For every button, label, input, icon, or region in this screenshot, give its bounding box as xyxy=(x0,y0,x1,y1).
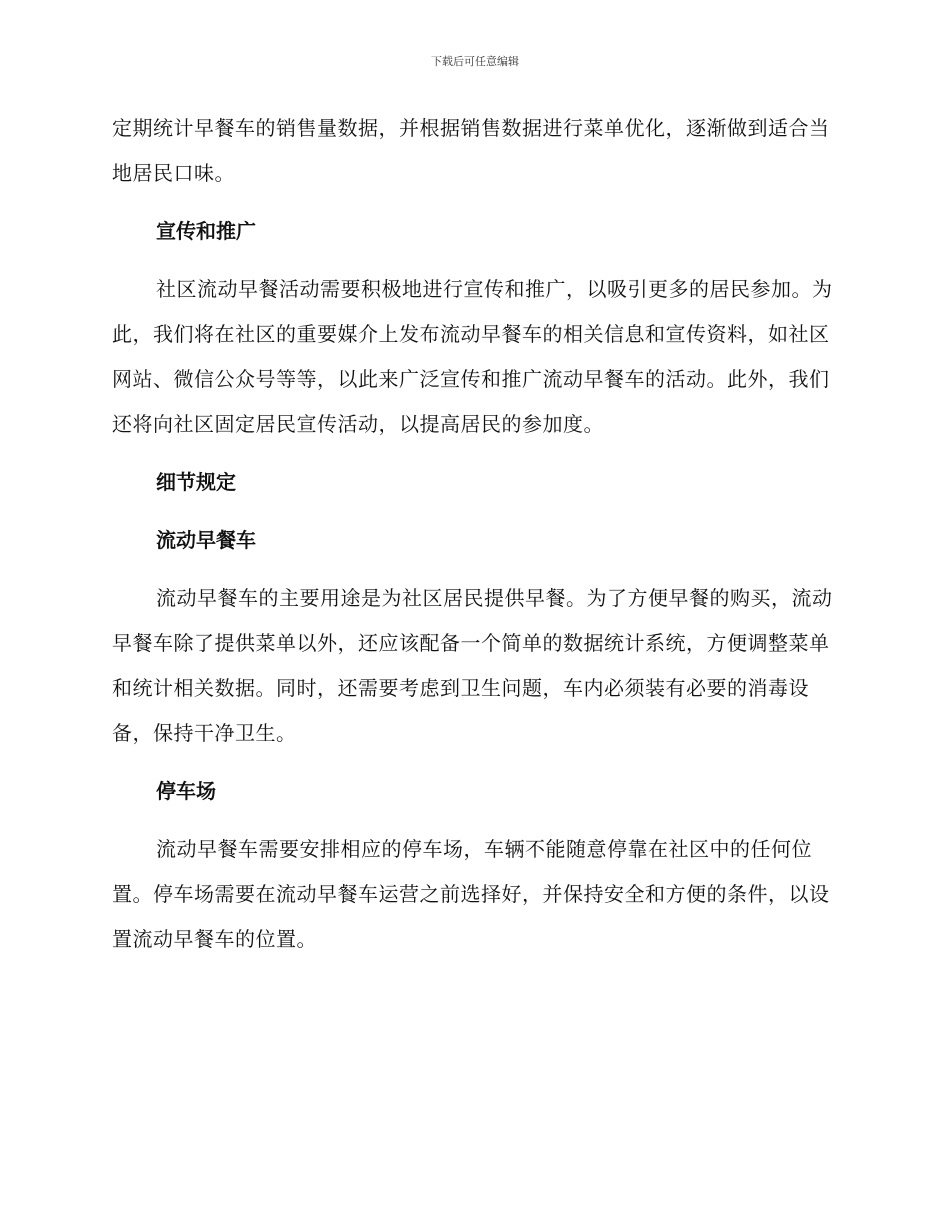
subsection-heading-parking: 停车场 xyxy=(156,779,216,803)
subsection-heading-breakfast-truck: 流动早餐车 xyxy=(156,528,256,552)
paragraph-parking: 流动早餐车需要安排相应的停车场，车辆不能随意停靠在社区中的任何位置。停车场需要在流动早餐车运营之前选择好，并保持安全和方便的条件，以设置流动早餐车的位置。 xyxy=(112,837,830,951)
page-header: 下载后可任意编辑 xyxy=(431,55,519,68)
document-body xyxy=(112,106,836,975)
section-heading-detailed-rules: 细节规定 xyxy=(156,470,236,494)
paragraph-breakfast-truck: 流动早餐车的主要用途是为社区居民提供早餐。为了方便早餐的购买，流动早餐车除了提供菜单以外，还应该配备一个简单的数据统计系统，方便调整菜单和统计相关数据。同时，还需要考虑到卫生问题，车内必须装有必要的消毒设备，保持干净卫生。 xyxy=(112,586,833,745)
paragraph-promotion: 社区流动早餐活动需要积极地进行宣传和推广，以吸引更多的居民参加。为此，我们将在社区的重要媒介上发布流动早餐车的相关信息和宣传资料，如社区网站、微信公众号等等，以此来广泛宣传和推广流动早餐车的活动。此外，我们还将向社区固定居民宣传活动，以提高居民的参加度。 xyxy=(112,277,833,436)
paragraph-sales-statistics: 定期统计早餐车的销售量数据，并根据销售数据进行菜单优化，逐渐做到适合当地居民口味。 xyxy=(112,116,830,185)
section-heading-promotion: 宣传和推广 xyxy=(156,219,256,243)
